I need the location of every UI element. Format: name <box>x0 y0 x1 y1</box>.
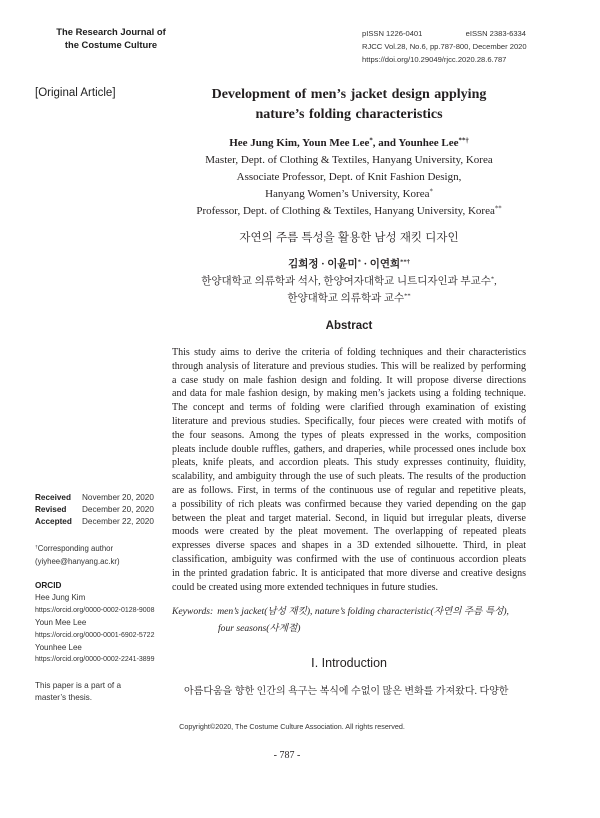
affiliation-mark-korean: ** <box>404 292 411 300</box>
author-names-2: , and Younhee Lee <box>372 137 459 149</box>
affiliation-text-korean: 한양대학교 의류학과 석사, 한양여자대학교 니트디자인과 부교수 <box>201 276 491 287</box>
orcid-heading: ORCID <box>35 581 62 590</box>
abstract-text <box>172 346 526 594</box>
orcid-author-name: Hee Jung Kim <box>35 593 86 603</box>
section-heading-introduction: Ⅰ. Introduction <box>311 656 387 670</box>
paper-title-line2: nature’s folding characteristics <box>255 107 443 122</box>
corresponding-author <box>35 542 167 568</box>
paper-title-line1: Development of men’s jacket design applying <box>211 87 487 102</box>
article-type: [Original Article] <box>35 87 116 99</box>
corresponding-author-label-row <box>35 542 167 555</box>
copyright-notice: Copyright©2020, The Costume Culture Association. All rights reserved. <box>179 722 405 731</box>
abstract-line: and data for male fashion design, by making men’s jackets using a folding technique. <box>172 388 526 400</box>
accepted-label: Accepted <box>35 517 72 526</box>
article-history <box>35 492 167 528</box>
author-mark-1: * <box>369 137 373 145</box>
abstract-line: in the printed gradation fabric. It is anticipated that more diverse and creative designs <box>172 567 526 579</box>
thesis-note-line1: This paper is a part of a <box>35 681 122 690</box>
affiliation-text: Professor, Dept. of Clothing & Textiles, Hanyang University, Korea <box>196 205 495 217</box>
received-date: November 20, 2020 <box>82 493 154 502</box>
abstract-line: pleats, knife pleats, and accordion pleats. This study expresses continuity, fluidity, <box>172 457 526 469</box>
page-number: - 787 - <box>273 750 301 761</box>
author-block-korean <box>172 256 526 307</box>
affiliation-line <box>172 203 526 220</box>
affiliation-text-korean: 한양대학교 의류학과 교수 <box>287 293 405 304</box>
journal-name <box>46 25 176 51</box>
affiliation-line <box>172 186 526 203</box>
citation: RJCC Vol.28, No.6, pp.787-800, December 2020 <box>362 41 527 51</box>
author-names-korean-2: · 이연희 <box>360 259 401 270</box>
author-list-korean <box>172 256 526 273</box>
eissn: eISSN 2383-6334 <box>465 28 526 38</box>
revised-row <box>35 504 167 516</box>
orcid-link[interactable]: https://orcid.org/0000-0002-0128-9008 <box>35 606 155 614</box>
corresponding-email[interactable]: (yiyhee@hanyang.ac.kr) <box>35 557 120 566</box>
paper-title-korean: 자연의 주름 특성을 활용한 남성 재킷 디자인 <box>239 232 459 244</box>
author-mark-korean-1: * <box>357 258 361 266</box>
abstract-line: between the pleat and target material. Second, in liquid but irregular pleats, diverse <box>172 512 526 524</box>
abstract-line: a possibility of rich pleats was confirmed because they varied depending on the gap <box>172 498 526 510</box>
affiliation-mark-korean: * <box>490 275 495 283</box>
journal-name-line2: the Costume Culture <box>64 39 158 50</box>
orcid-link[interactable]: https://orcid.org/0000-0001-6902-5722 <box>35 631 155 639</box>
abstract-line: scalability, and ambiguity through the use of such pleats. The results of the production <box>172 471 526 483</box>
affiliation-text: Hanyang Women’s University, Korea <box>265 188 430 200</box>
keywords-text: men’s jacket(남성 재킷), nature’s folding characteristic(자연의 주름 특성), <box>217 606 509 617</box>
abstract-line: a case study on male fashion design and folding. It will propose diverse directions <box>172 374 526 386</box>
affiliation-line-korean <box>172 273 526 290</box>
affiliation-line: Associate Professor, Dept. of Knit Fashion Design, <box>236 171 462 183</box>
abstract-line: This study aims to derive the criteria of folding techniques and their characteristics <box>172 347 526 358</box>
author-mark-2: **† <box>458 137 469 145</box>
pissn: pISSN 1226-0401 <box>362 28 423 38</box>
revised-date: December 20, 2020 <box>82 505 154 514</box>
journal-name-line1: The Research Journal of <box>56 26 166 37</box>
author-list <box>172 134 526 152</box>
corresponding-author-label: Corresponding author <box>37 544 114 553</box>
abstract-heading: Abstract <box>325 320 373 332</box>
abstract-line: the four seasons. Among the types of pleats expressed in the works, composition <box>172 429 526 441</box>
orcid-author-name: Youn Mee Lee <box>35 618 87 628</box>
keywords <box>172 603 526 637</box>
abstract-line: could be created using more extended techniques in future studies. <box>172 581 439 593</box>
issn-row <box>362 27 526 40</box>
thesis-note-line2: master’s thesis. <box>35 693 93 702</box>
paper-title <box>172 85 526 125</box>
affiliation-mark: * <box>429 188 433 196</box>
received-label: Received <box>35 493 71 502</box>
dagger-mark: † <box>35 545 38 551</box>
author-names-korean-1: 김희정 · 이윤미 <box>288 259 358 270</box>
abstract-line: pleats include double ruffles, gathers, and draperies, while processed ones include box <box>172 443 526 455</box>
author-block <box>172 134 526 220</box>
abstract-line: The concept and terms of folding were clarified through examination of existing <box>172 402 526 414</box>
author-mark-korean-2: **† <box>400 258 410 266</box>
revised-label: Revised <box>35 505 67 514</box>
affiliation-comma: , <box>494 276 497 287</box>
thesis-note <box>35 680 167 704</box>
keywords-label: Keywords: <box>172 606 214 617</box>
doi-link[interactable]: https://doi.org/10.29049/rjcc.2020.28.6.787 <box>362 54 507 64</box>
orcid-author-name: Younhee Lee <box>35 643 82 653</box>
abstract-line: through analysis of literature and previous studies. This will be realized by performing <box>172 360 526 372</box>
abstract-line: literature and previous studies. Specifically, four pieces were created with motifs of <box>172 415 526 427</box>
accepted-row <box>35 516 167 528</box>
publication-info <box>362 27 526 66</box>
author-names-1: Hee Jung Kim, Youn Mee Lee <box>229 137 370 149</box>
abstract-line: are as follows. First, in terms of the continuous use of regular and repetitive pleats, <box>172 484 526 496</box>
accepted-date: December 22, 2020 <box>82 517 154 526</box>
abstract-line: expresses diverse spaces and shapes in a 3D extended silhouette. Third, in pleat <box>172 540 526 552</box>
keywords-line1 <box>172 603 526 620</box>
abstract-line: classification, ambiguity was confirmed with the use of continuous accordion pleats <box>172 553 526 565</box>
body-text-korean: 아름다움을 향한 인간의 욕구는 복식에 수없이 많은 변화를 가져왔다. 다양한 <box>184 686 509 697</box>
affiliation-line-korean <box>172 290 526 307</box>
affiliation-mark: ** <box>494 205 502 213</box>
keywords-line2: four seasons(사계절) <box>218 623 301 634</box>
orcid-link[interactable]: https://orcid.org/0000-0002-2241-3899 <box>35 656 155 664</box>
received-row <box>35 492 167 504</box>
affiliation-line: Master, Dept. of Clothing & Textiles, Hanyang University, Korea <box>205 154 493 166</box>
abstract-line: moods were created by the pleat movement. The overlapping of repeated pleats <box>172 526 526 538</box>
orcid-block <box>35 580 167 667</box>
